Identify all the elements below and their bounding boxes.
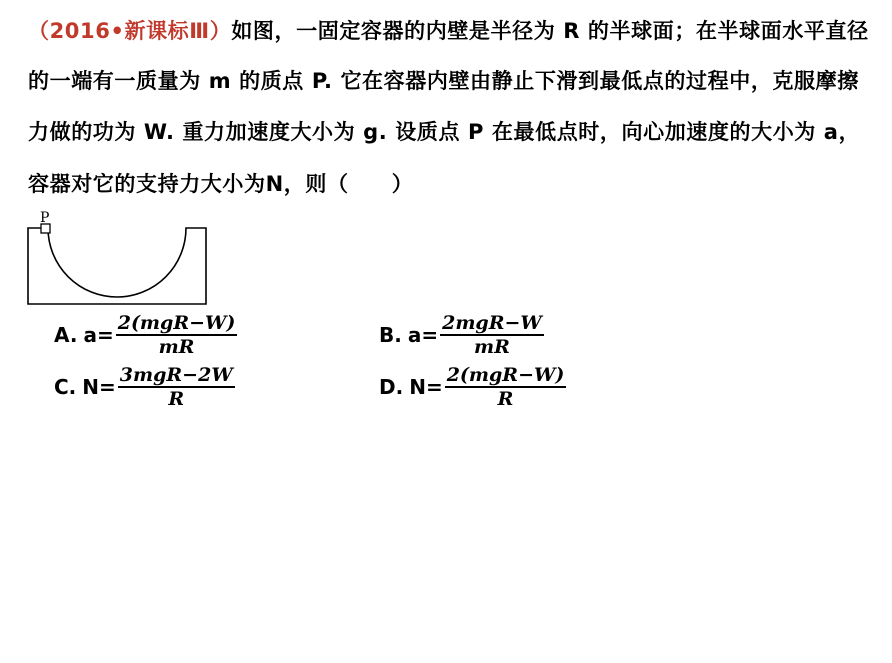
option-c-lhs: N= xyxy=(82,375,116,399)
option-b[interactable] xyxy=(379,312,544,358)
option-a[interactable] xyxy=(54,312,237,358)
option-a-numerator: 2(mgR−W) xyxy=(117,312,236,334)
option-d-fraction xyxy=(445,364,567,410)
option-a-label: A. xyxy=(54,323,78,347)
option-b-lhs: a= xyxy=(407,323,439,347)
option-b-numerator: 2mgR−W xyxy=(442,312,542,334)
option-d-label: D. xyxy=(379,375,404,399)
option-d-numerator: 2(mgR−W) xyxy=(446,364,565,386)
option-a-fraction xyxy=(116,312,238,358)
question-line-2: 的一端有一质量为 m 的质点 P. 它在容器内壁由静止下滑到最低点的过程中，克服摩擦 xyxy=(28,69,859,93)
question-line-3: 力做的功为 W. 重力加速度大小为 g. 设质点 P 在最低点时，向心加速度的大小为 a， xyxy=(28,120,861,144)
option-b-denominator: mR xyxy=(473,336,510,358)
question-source: （2016•新课标Ⅲ） xyxy=(28,19,232,43)
option-c[interactable] xyxy=(54,364,235,410)
option-a-denominator: mR xyxy=(158,336,195,358)
option-d-lhs: N= xyxy=(409,375,443,399)
question-text-1: 如图，一固定容器的内壁是半径为 R 的半球面；在半球面水平直径 xyxy=(231,19,869,43)
option-d[interactable] xyxy=(379,364,566,410)
question-line-4: 容器对它的支持力大小为N，则（ ） xyxy=(28,172,414,196)
option-b-fraction xyxy=(440,312,544,358)
point-label-p: P xyxy=(40,210,50,226)
container-outline xyxy=(28,228,206,304)
option-c-label: C. xyxy=(54,375,77,399)
option-d-denominator: R xyxy=(497,388,514,410)
option-c-denominator: R xyxy=(168,388,185,410)
option-a-lhs: a= xyxy=(83,323,114,347)
option-c-fraction xyxy=(118,364,235,410)
option-b-label: B. xyxy=(379,323,402,347)
option-c-numerator: 3mgR−2W xyxy=(119,364,233,386)
